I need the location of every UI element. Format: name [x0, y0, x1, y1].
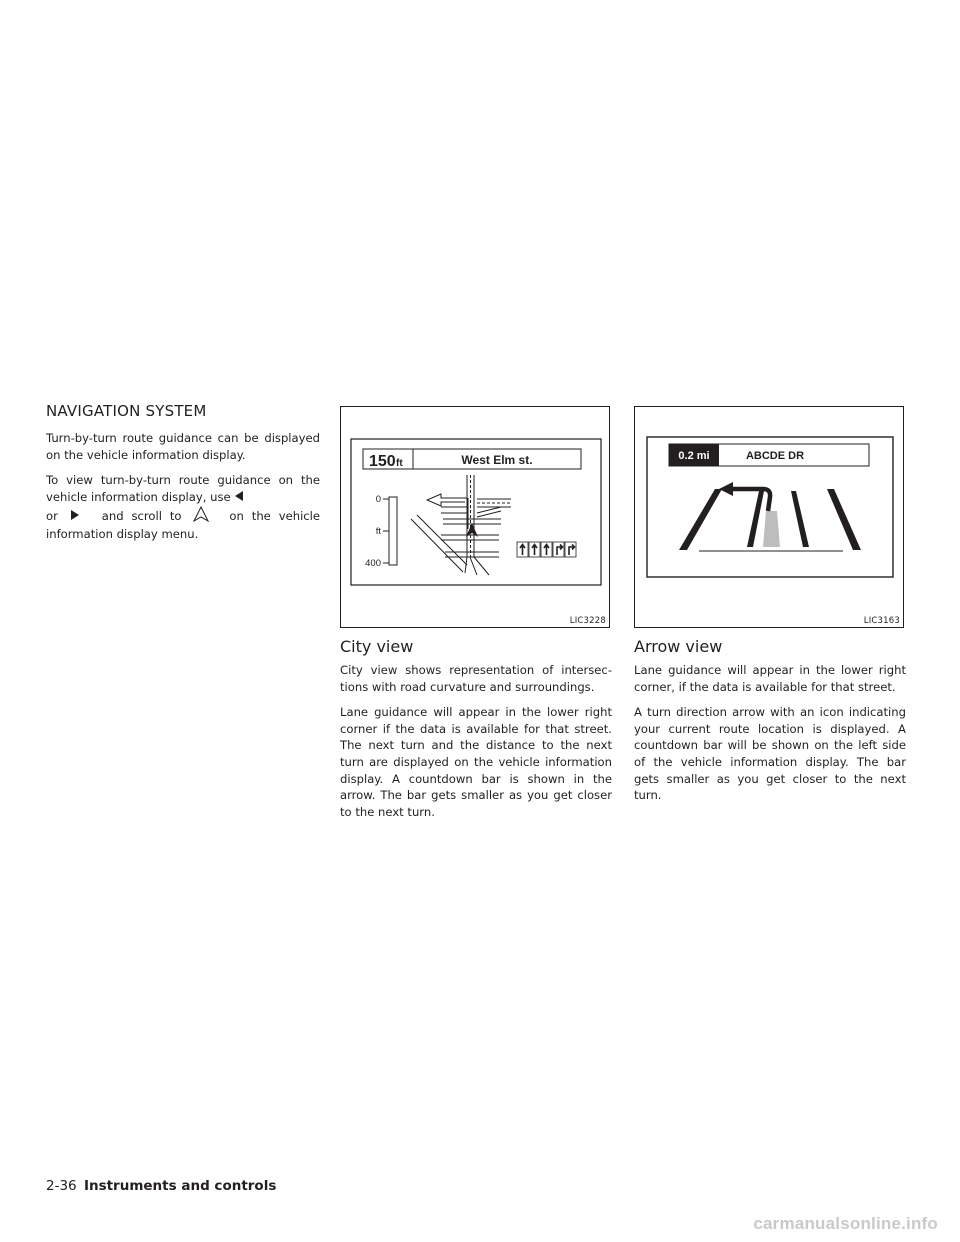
city-view-figure — [340, 406, 610, 628]
arrow-view-paragraph-1: Lane guidance will appear in the lower right corner, if the data is available for that street. — [634, 663, 906, 694]
page-number: 2-36 — [46, 1178, 77, 1194]
section-title: Instruments and controls — [83, 1178, 277, 1194]
figure-code: LIC3228 — [569, 616, 606, 626]
figure-code: LIC3163 — [863, 616, 900, 626]
instructions-text-3: on the vehicle information display menu. — [46, 508, 321, 542]
arrow-view-figure — [634, 406, 904, 628]
distance-value: 0.2 mi — [678, 450, 710, 462]
navigation-intro-paragraph: Turn-by-turn route guidance can be displayed on the vehicle information display. — [46, 431, 320, 462]
scale-mid-label: ft — [375, 526, 381, 537]
instructions-text-or: or — [46, 508, 58, 523]
street-name: ABCDE DR — [745, 450, 805, 462]
instructions-text-2: and scroll to — [101, 508, 182, 523]
arrow-view-screen-illustration — [635, 407, 905, 629]
distance-unit: ft — [396, 458, 403, 469]
countdown-bar — [389, 497, 397, 565]
scale-bottom-label: 400 — [365, 558, 381, 569]
arrow-view-heading: Arrow view — [634, 637, 723, 656]
right-arrow-icon — [70, 508, 80, 525]
left-arrow-icon — [234, 489, 244, 506]
street-name: West Elm st. — [461, 453, 533, 467]
arrow-view-paragraph-2: A turn direction arrow with an icon indicating your current route location is displayed. A countdown bar will be shown on the left side of the vehicle information display. The bar gets smaller as you get closer to the next turn. — [634, 705, 906, 803]
lane-guidance — [517, 542, 576, 557]
city-view-paragraph-1: City view shows representation of intersections with road curvature and surroundings. — [340, 663, 612, 694]
page-footer — [46, 1178, 276, 1194]
navigation-instructions-paragraph — [46, 472, 320, 543]
scale-top-label: 0 — [375, 494, 381, 505]
watermark: carmanualsonline.info — [753, 1214, 938, 1233]
city-view-heading: City view — [340, 637, 414, 656]
instructions-text-1: To view turn-by-turn route guidance on the vehicle information display, use — [46, 473, 320, 504]
navigation-icon — [193, 506, 209, 527]
distance-value: 150 — [369, 453, 396, 470]
city-view-section — [340, 406, 612, 829]
navigation-heading: NAVIGATION SYSTEM — [46, 402, 207, 420]
city-view-screen-illustration — [341, 407, 611, 629]
city-view-paragraph-2: Lane guidance will appear in the lower right corner if the data is available for that street. The next turn and the distance to the next turn are displayed on the vehicle information display. A countdown bar is shown in the arrow. The bar gets smaller as you get closer to the next turn. — [340, 705, 612, 819]
arrow-view-section — [634, 406, 906, 813]
navigation-section — [46, 402, 320, 552]
